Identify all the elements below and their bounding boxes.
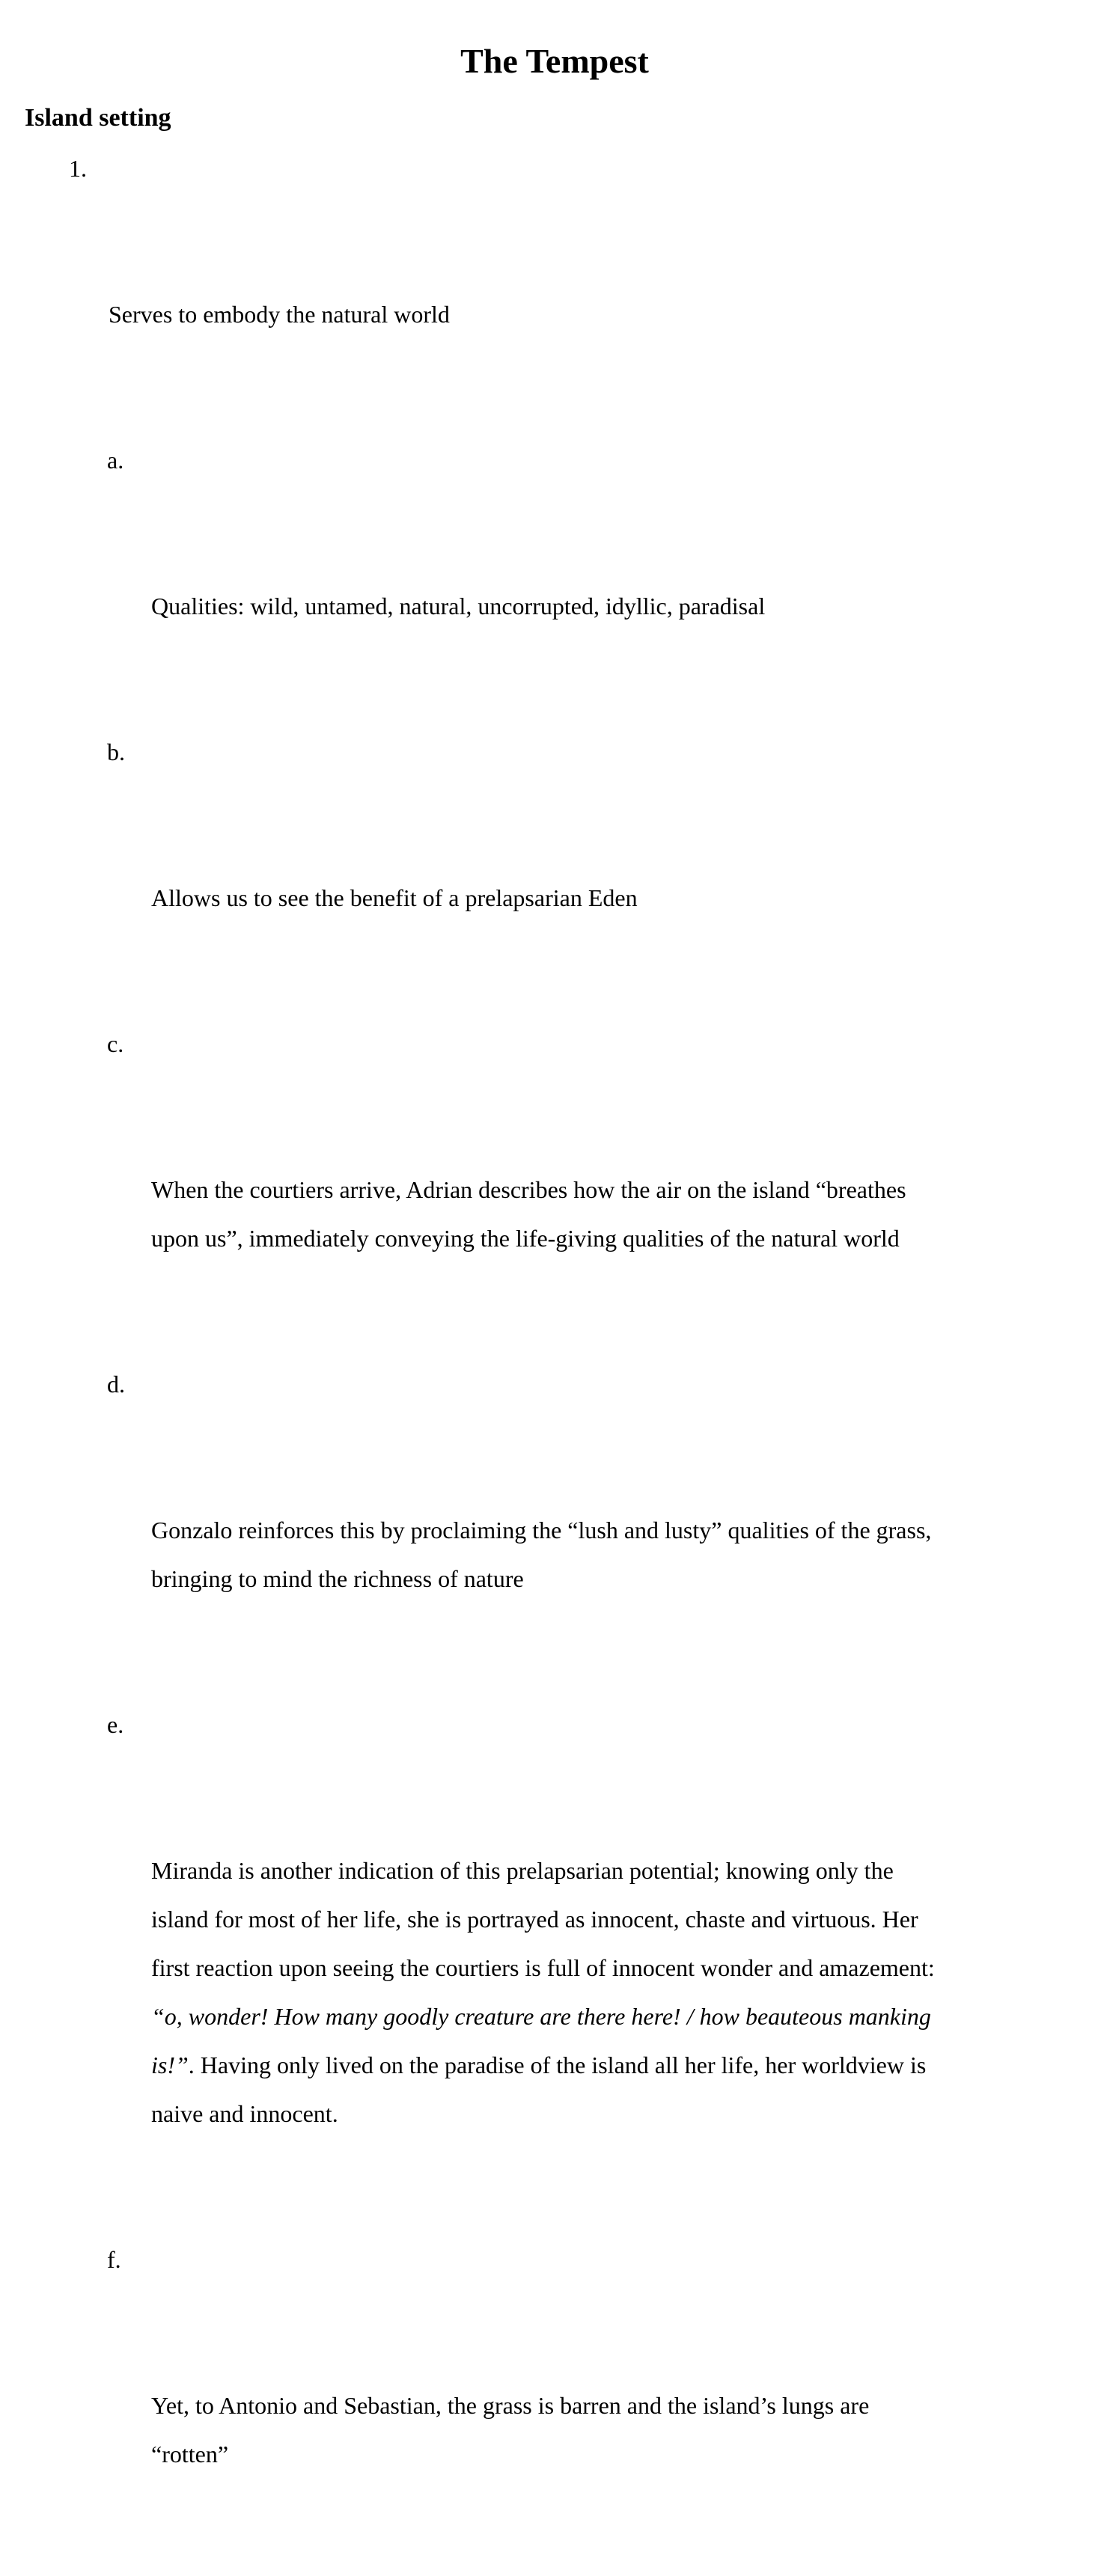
outline-list (0, 144, 1087, 2576)
list-item-text: When the courtiers arrive, Adrian describes how the air on the island “breathes upon us”, immediately conveying the life-giving qualities of the natural world (151, 1176, 906, 1252)
list-item-text: Allows us to see the benefit of a prelapsarian Eden (151, 884, 638, 911)
list-marker: c. (107, 1030, 124, 1057)
list-item (0, 144, 1087, 436)
list-item (0, 1360, 1087, 1701)
list-item-text (151, 1847, 1087, 2138)
list-item (0, 436, 1087, 728)
list-item-text: Yet, to Antonio and Sebastian, the grass is barren and the island’s lungs are “rotten” (151, 2392, 870, 2468)
quote-italic: “o, wonder! How many goodly creature are there here! / how beauteous manking is!” (151, 2003, 931, 2078)
list-marker: b. (107, 738, 125, 765)
text-regular: . Having only lived on the paradise of the island all her life, her worldview is naive and innocent. (151, 2052, 927, 2127)
list-marker: f. (107, 2246, 121, 2273)
list-item-text: Serves to embody the natural world (109, 301, 450, 328)
list-marker: a. (107, 447, 124, 474)
list-item (0, 728, 1087, 1020)
section-heading: Island setting (25, 104, 171, 132)
list-marker: 1. (69, 155, 87, 182)
text-regular: Miranda is another indication of this prelapsarian potential; knowing only the island for most of her life, she is portrayed as innocent, chaste and virtuous. Her first reaction upon seeing the courtiers is full of innocent wonder and amazement: (151, 1857, 935, 1981)
list-marker: d. (107, 1371, 125, 1398)
list-item-text: Qualities: wild, untamed, natural, uncorrupted, idyllic, paradisal (151, 593, 766, 619)
list-item (0, 2236, 1087, 2576)
list-marker: e. (107, 1711, 124, 1738)
list-item (0, 1701, 1087, 2236)
list-item-text: Gonzalo reinforces this by proclaiming the “lush and lusty” qualities of the grass, bringing to mind the richness of nature (151, 1517, 932, 1592)
document-title: The Tempest (460, 42, 649, 80)
list-item (0, 1020, 1087, 1360)
